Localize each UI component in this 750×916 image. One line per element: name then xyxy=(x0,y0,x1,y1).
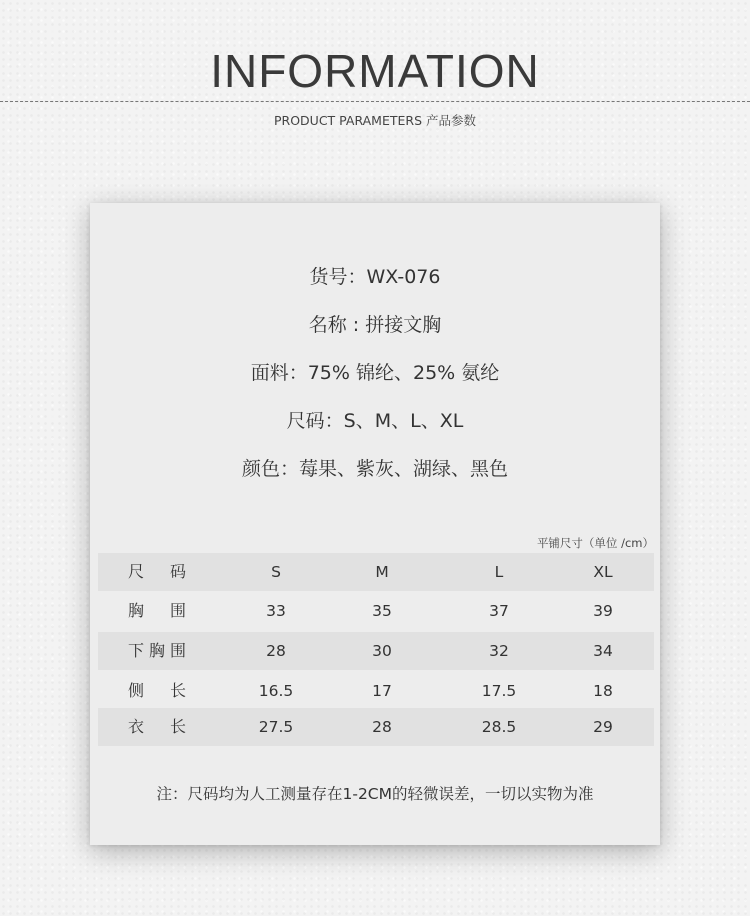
row-label xyxy=(128,632,198,670)
available-colors-text: 颜色：莓果、紫灰、湖绿、黑色 xyxy=(241,458,508,480)
table-cell: 18 xyxy=(593,682,613,700)
row-label xyxy=(128,553,198,591)
row-label-char: 码 xyxy=(169,562,186,581)
table-cell: 17 xyxy=(372,682,392,700)
row-label-char: 下 xyxy=(128,641,145,660)
row-label-chars xyxy=(128,592,186,630)
header-divider xyxy=(0,101,750,102)
fabric-text: 面料：75% 锦纶、25% 氨纶 xyxy=(250,362,500,384)
row-label xyxy=(128,672,198,710)
row-label-char: 侧 xyxy=(128,681,145,700)
table-cell: 37 xyxy=(489,602,509,620)
row-label-chars xyxy=(128,553,186,591)
row-label-chars xyxy=(128,672,186,710)
table-cell: 28 xyxy=(266,642,286,660)
row-label xyxy=(128,592,198,630)
table-row xyxy=(98,592,654,630)
table-cell: 35 xyxy=(372,602,392,620)
header-title: INFORMATION xyxy=(210,45,540,97)
table-cell: 33 xyxy=(266,602,286,620)
table-cell: 27.5 xyxy=(258,718,294,736)
table-cell: 39 xyxy=(593,602,613,620)
row-label-char: 尺 xyxy=(128,562,145,581)
table-row xyxy=(98,632,654,670)
row-label-chars xyxy=(128,632,186,670)
row-label-char: 胸 xyxy=(148,641,165,660)
table-cell: M xyxy=(375,563,389,581)
table-cell: 29 xyxy=(593,718,613,736)
row-label-char: 围 xyxy=(169,641,186,660)
table-cell: 28.5 xyxy=(481,718,517,736)
table-cell: 32 xyxy=(489,642,509,660)
table-cell: 30 xyxy=(372,642,392,660)
table-row xyxy=(98,708,654,746)
row-label-char: 胸 xyxy=(128,601,145,620)
unit-note: 平铺尺寸（单位 /cm） xyxy=(536,536,654,550)
table-cell: 28 xyxy=(372,718,392,736)
row-label-char: 长 xyxy=(169,717,186,736)
row-label-char: 衣 xyxy=(128,717,145,736)
header-subtitle: PRODUCT PARAMETERS 产品参数 xyxy=(273,113,476,128)
size-table-header-row xyxy=(98,553,654,591)
item-number-text: 货号：WX-076 xyxy=(309,266,441,288)
row-label xyxy=(128,708,198,746)
row-label-char: 围 xyxy=(169,601,186,620)
table-cell: 17.5 xyxy=(481,682,517,700)
row-label-char: 长 xyxy=(169,681,186,700)
table-cell: L xyxy=(494,563,504,581)
table-cell: S xyxy=(271,563,281,581)
measurement-footnote: 注：尺码均为人工测量存在1-2CM的轻微误差，一切以实物为准 xyxy=(156,785,594,803)
product-info-card xyxy=(90,203,660,845)
table-cell: XL xyxy=(593,563,613,581)
table-cell: 34 xyxy=(593,642,613,660)
table-row xyxy=(98,672,654,710)
available-sizes-text: 尺码：S、M、L、XL xyxy=(286,410,464,432)
row-label-chars xyxy=(128,708,186,746)
table-cell: 16.5 xyxy=(258,682,294,700)
product-name-text: 名称 : 拼接文胸 xyxy=(308,314,442,336)
